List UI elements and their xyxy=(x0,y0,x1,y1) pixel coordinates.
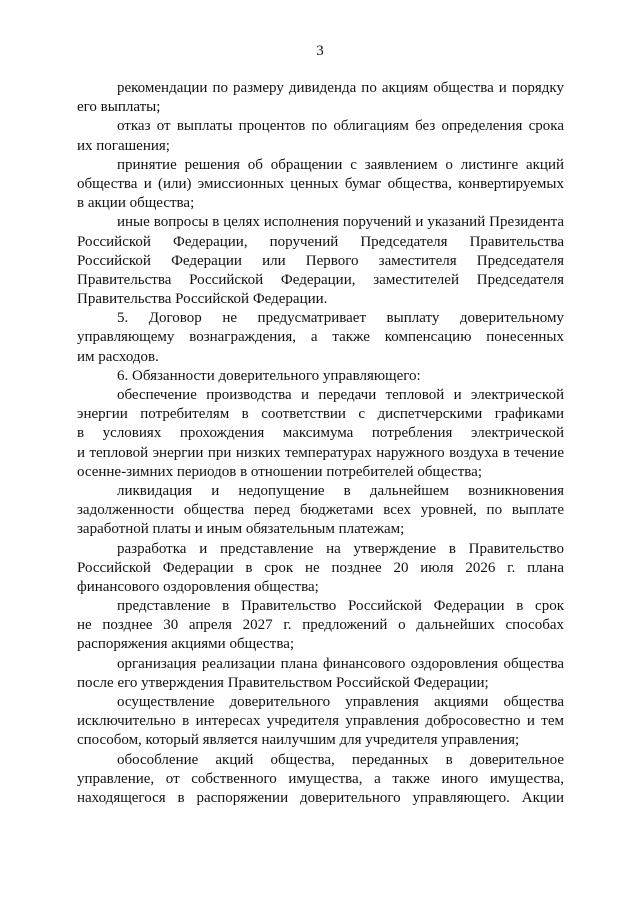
paragraph-line: их погашения; xyxy=(77,137,170,154)
paragraph-line: организация реализации плана финансового оздоровления общества xyxy=(117,655,564,672)
paragraph-line: финансового оздоровления общества; xyxy=(77,578,319,595)
paragraph-line: рекомендации по размеру дивиденда по акциям общества и порядку xyxy=(117,80,564,96)
paragraph xyxy=(77,367,564,386)
paragraph-line: 6. Обязанности доверительного управляющего: xyxy=(117,367,421,384)
paragraph-line: разработка и представление на утверждение в Правительство xyxy=(117,540,564,557)
paragraph-line: заработной платы и иным обязательным платежам; xyxy=(77,521,405,538)
paragraph-line: в акции общества; xyxy=(77,195,195,212)
paragraph xyxy=(77,386,564,482)
paragraph-line: принятие решения об обращении с заявлением о листинге акций xyxy=(117,156,564,173)
paragraph xyxy=(77,597,564,655)
paragraph xyxy=(77,213,564,309)
paragraph xyxy=(77,482,564,540)
paragraph-line: его выплаты; xyxy=(77,99,161,116)
paragraph-line: им расходов. xyxy=(77,348,159,365)
paragraph-line: ликвидация и недопущение в дальнейшем возникновения xyxy=(117,482,564,499)
paragraph-line: Российской Федерации, поручений Председателя Правительства xyxy=(77,233,564,250)
paragraph-line: 5. Договор не предусматривает выплату доверительному xyxy=(117,310,564,327)
paragraph-line: управляющему вознаграждения, а также компенсацию понесенных xyxy=(77,329,564,346)
paragraph xyxy=(77,693,564,751)
paragraph-line: распоряжения акциями общества; xyxy=(77,636,295,653)
paragraph-line: обеспечение производства и передачи тепловой и электрической xyxy=(117,387,564,403)
paragraph-line: обособление акций общества, переданных в доверительное xyxy=(117,751,564,768)
paragraph xyxy=(77,79,564,117)
paragraph xyxy=(77,309,564,367)
paragraph xyxy=(77,540,564,598)
paragraph-line: осуществление доверительного управления акциями общества xyxy=(117,694,564,710)
document-body xyxy=(77,79,564,808)
paragraph-line: исключительно в интересах учредителя управления добросовестно и тем xyxy=(77,713,564,730)
page-number: 3 xyxy=(316,43,324,59)
paragraph-line: Российской Федерации или Первого заместителя Председателя xyxy=(77,252,564,269)
paragraph xyxy=(77,655,564,693)
paragraph-line: Российской Федерации в срок не позднее 20 июля 2026 г. плана xyxy=(77,559,564,576)
paragraph-line: задолженности общества перед бюджетами всех уровней, по выплате xyxy=(77,502,564,519)
paragraph-line: и тепловой энергии при низких температурах наружного воздуха в течение xyxy=(77,444,564,461)
paragraph-line: представление в Правительство Российской Федерации в срок xyxy=(117,598,564,615)
paragraph-line: иные вопросы в целях исполнения поручений и указаний Президента xyxy=(117,214,564,231)
paragraph-line: управление, от собственного имущества, а также иного имущества, xyxy=(77,770,564,787)
paragraph-line: не позднее 30 апреля 2027 г. предложений о дальнейших способах xyxy=(77,617,564,634)
paragraph-line: осенне-зимних периодов в отношении потребителей общества; xyxy=(77,463,482,480)
paragraph-line: Правительства Российской Федерации. xyxy=(77,291,328,308)
paragraph xyxy=(77,751,564,809)
paragraph-line: Правительства Российской Федерации, заместителей Председателя xyxy=(77,271,564,288)
paragraph-line: способом, который является наилучшим для учредителя управления; xyxy=(77,732,520,749)
paragraph xyxy=(77,156,564,214)
paragraph-line: общества и (или) эмиссионных ценных бумаг общества, конвертируемых xyxy=(77,175,564,192)
paragraph-line: в условиях прохождения максимума потребления электрической xyxy=(77,425,564,442)
paragraph-line: отказ от выплаты процентов по облигациям без определения срока xyxy=(117,118,564,135)
paragraph-line: энергии потребителям в соответствии с диспетчерскими графиками xyxy=(77,406,564,423)
paragraph xyxy=(77,117,564,155)
paragraph-line: после его утверждения Правительством Российской Федерации; xyxy=(77,674,489,691)
paragraph-line: находящегося в распоряжении доверительного управляющего. Акции xyxy=(77,789,564,806)
